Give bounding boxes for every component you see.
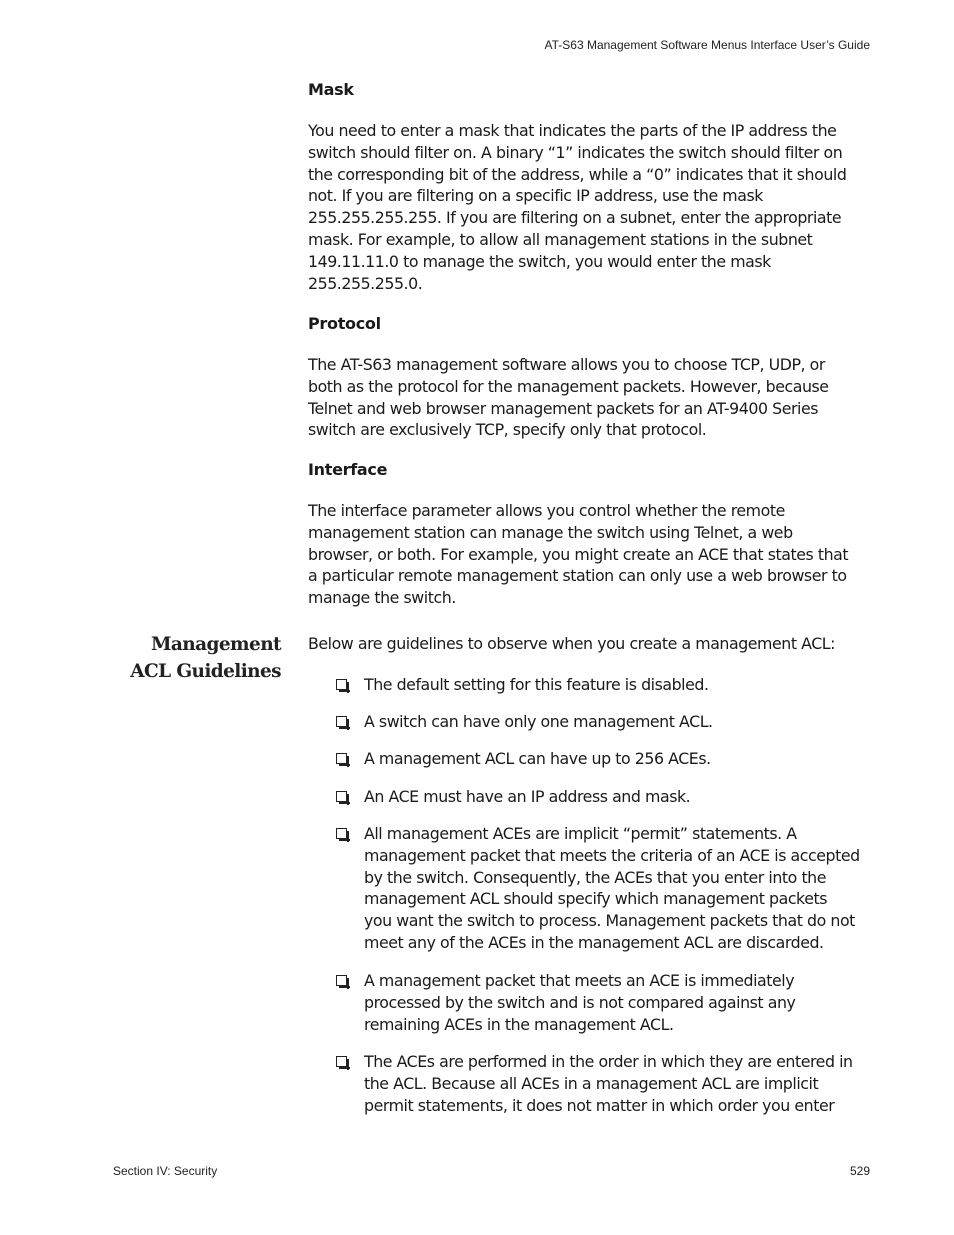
section-title: [100, 631, 281, 685]
protocol-line: both as the protocol for the management packets. However, because: [308, 376, 829, 396]
interface-heading: Interface: [308, 460, 388, 479]
list-item-line: you want the switch to process. Management packets that do not: [364, 911, 855, 931]
list-item-line: remaining ACEs in the management ACL.: [364, 1014, 674, 1034]
running-header: AT-S63 Management Software Menus Interface User’s Guide: [544, 38, 870, 52]
protocol-heading: Protocol: [308, 314, 381, 333]
protocol-line: switch are exclusively TCP, specify only that protocol.: [308, 420, 707, 440]
interface-line: browser, or both. For example, you might create an ACE that states that: [308, 544, 849, 564]
list-item: [336, 748, 711, 770]
mask-line: 149.11.11.0 to manage the switch, you would enter the mask: [308, 251, 771, 271]
mask-paragraph: [308, 120, 873, 294]
list-item-line: A switch can have only one management ACL.: [364, 712, 713, 731]
checkbox-bullet-icon: [336, 791, 347, 802]
list-item-line: A management packet that meets an ACE is immediately: [364, 971, 795, 990]
mask-line: switch should filter on. A binary “1” indicates the switch should filter on: [308, 142, 843, 162]
interface-line: management station can manage the switch using Telnet, a web: [308, 522, 793, 542]
mask-heading: Mask: [308, 80, 354, 99]
interface-line: The interface parameter allows you control whether the remote: [308, 501, 785, 520]
mask-line: the corresponding bit of the address, while a “0” indicates that it should: [308, 164, 847, 184]
mask-line: You need to enter a mask that indicates the parts of the IP address the: [308, 121, 837, 140]
checkbox-bullet-icon: [336, 753, 347, 764]
list-item-line: management ACL should specify which management packets: [364, 889, 827, 909]
list-item-line: permit statements, it does not matter in which order you enter: [364, 1095, 835, 1115]
checkbox-bullet-icon: [336, 1056, 347, 1067]
mask-line: mask. For example, to allow all management stations in the subnet: [308, 229, 813, 249]
page-number: 529: [849, 1164, 870, 1178]
list-item: [336, 674, 709, 696]
list-item-line: The default setting for this feature is disabled.: [364, 675, 709, 694]
list-item-line: processed by the switch and is not compared against any: [364, 992, 796, 1012]
list-item: [336, 786, 690, 808]
list-item-line: An ACE must have an IP address and mask.: [364, 787, 691, 806]
section-title-line: Management: [151, 634, 281, 655]
section-title-line: ACL Guidelines: [130, 661, 281, 682]
list-item-line: the ACL. Because all ACEs in a management ACL are implicit: [364, 1073, 819, 1093]
list-item-line: The ACEs are performed in the order in which they are entered in: [364, 1052, 853, 1071]
interface-line: a particular remote management station can only use a web browser to: [308, 566, 847, 586]
checkbox-bullet-icon: [336, 716, 347, 727]
checkbox-bullet-icon: [336, 828, 347, 839]
checkbox-bullet-icon: [336, 679, 347, 690]
footer-section: Section IV: Security: [113, 1164, 218, 1178]
list-item-line: A management ACL can have up to 256 ACEs.: [364, 749, 711, 768]
list-item-line: by the switch. Consequently, the ACEs that you enter into the: [364, 867, 827, 887]
mask-line: 255.255.255.0.: [308, 273, 423, 293]
list-item-line: meet any of the ACEs in the management ACL are discarded.: [364, 932, 824, 952]
guidelines-intro: Below are guidelines to observe when you create a management ACL:: [308, 634, 836, 653]
list-item: [336, 1051, 853, 1116]
mask-line: 255.255.255.255. If you are filtering on a subnet, enter the appropriate: [308, 208, 842, 228]
interface-line: manage the switch.: [308, 588, 456, 608]
interface-paragraph: [308, 500, 873, 609]
protocol-line: The AT-S63 management software allows you to choose TCP, UDP, or: [308, 355, 825, 374]
list-item: [336, 823, 860, 954]
list-item: [336, 711, 713, 733]
checkbox-bullet-icon: [336, 975, 347, 986]
mask-line: not. If you are filtering on a specific IP address, use the mask: [308, 186, 763, 206]
protocol-line: Telnet and web browser management packets for an AT-9400 Series: [308, 398, 819, 418]
list-item-line: All management ACEs are implicit “permit” statements. A: [364, 824, 797, 843]
protocol-paragraph: [308, 354, 873, 441]
list-item: [336, 970, 795, 1035]
list-item-line: management packet that meets the criteria of an ACE is accepted: [364, 845, 860, 865]
